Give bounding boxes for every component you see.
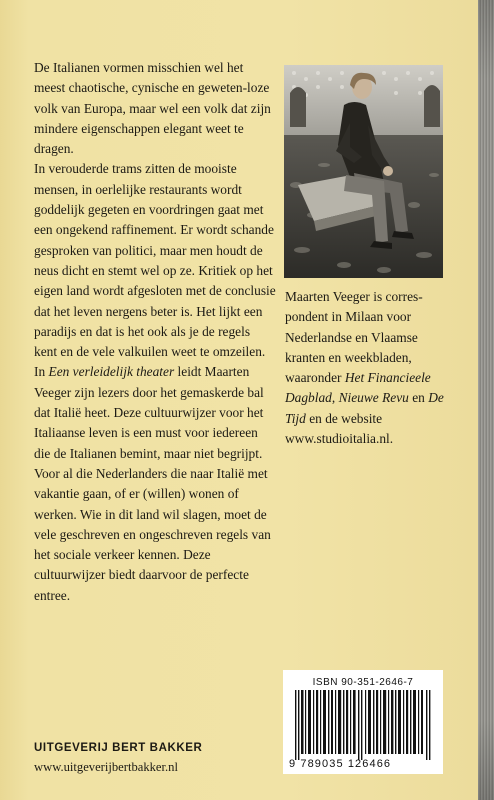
author-bio [285,287,455,449]
author-bio-paragraph [285,287,455,449]
author-photo [284,65,443,278]
bio-sep-1: , [331,390,339,406]
book-title-inline: Een verleidelijk theater [48,364,175,380]
page-edges [478,0,494,800]
isbn-label: ISBN 90-351-2646-7 [312,677,414,688]
blurb-text [34,58,276,606]
bio-text-2: en de website www.studioitalia.nl. [285,410,394,447]
isbn-barcode [283,670,443,774]
publisher-website: www.uitgeverijbertbakker.nl [34,760,178,774]
blurb-paragraph-1: De Italianen vormen misschien wel het meest chaotische, cynische en geweten-loze volk van Europa, maar wel een volk dat zijn mindere eigenschappen elegant weet te dragen. [34,60,271,157]
publication-tijd: De Tijd [285,390,444,426]
publication-revu: Nieuwe Revu [338,390,409,406]
blurb-p3-prefix: In [34,364,49,380]
publication-fd: Het Financieele Dagblad [285,370,431,406]
publisher-name: UITGEVERIJ BERT BAKKER [34,742,203,754]
author-photo-icon [284,65,443,278]
ean-digits: 9 789035 126466 [289,758,392,770]
blurb-paragraph-3 [34,362,276,606]
blurb-paragraph-2: In verouderde trams zitten de mooiste mensen, in oerlelijke restaurants wordt goddelijk gegeten en voordringen gaat met een ongekend raffinement. Er wordt schande gesproken van politici, maar men houdt de neus dicht en stemt wel op ze. Kritiek op het eigen land wordt afgesloten met de conclusie dat het leven nergens beter is. Het lijkt een paradijs en dat is het ook als je de regels kent en de vele valkuilen weet te omzeilen. [34,161,276,360]
bio-sep-2: en [408,390,429,406]
barcode-icon [295,690,431,760]
bio-text-1: Maarten Veeger is corres-pondent in Milaan voor Nederlandse en Vlaamse kranten en weekbladen, waaronder [285,289,423,386]
blurb-p3-rest: leidt Maarten Veeger zijn lezers door het gemaskerde bal dat Italië heet. Deze cultuurwijzer voor het Italiaanse leven is een must voor iedereen die de Italianen bemint, maar niet begrijpt. Voor al die Nederlanders die naar Italië met vakantie gaan, of er (willen) wonen of werken. Wie in dit land wil slagen, moet de vele geschreven en ongeschreven regels van het sociale verkeer kennen. Deze cultuurwijzer biedt daarvoor de perfecte entree. [34,364,271,603]
